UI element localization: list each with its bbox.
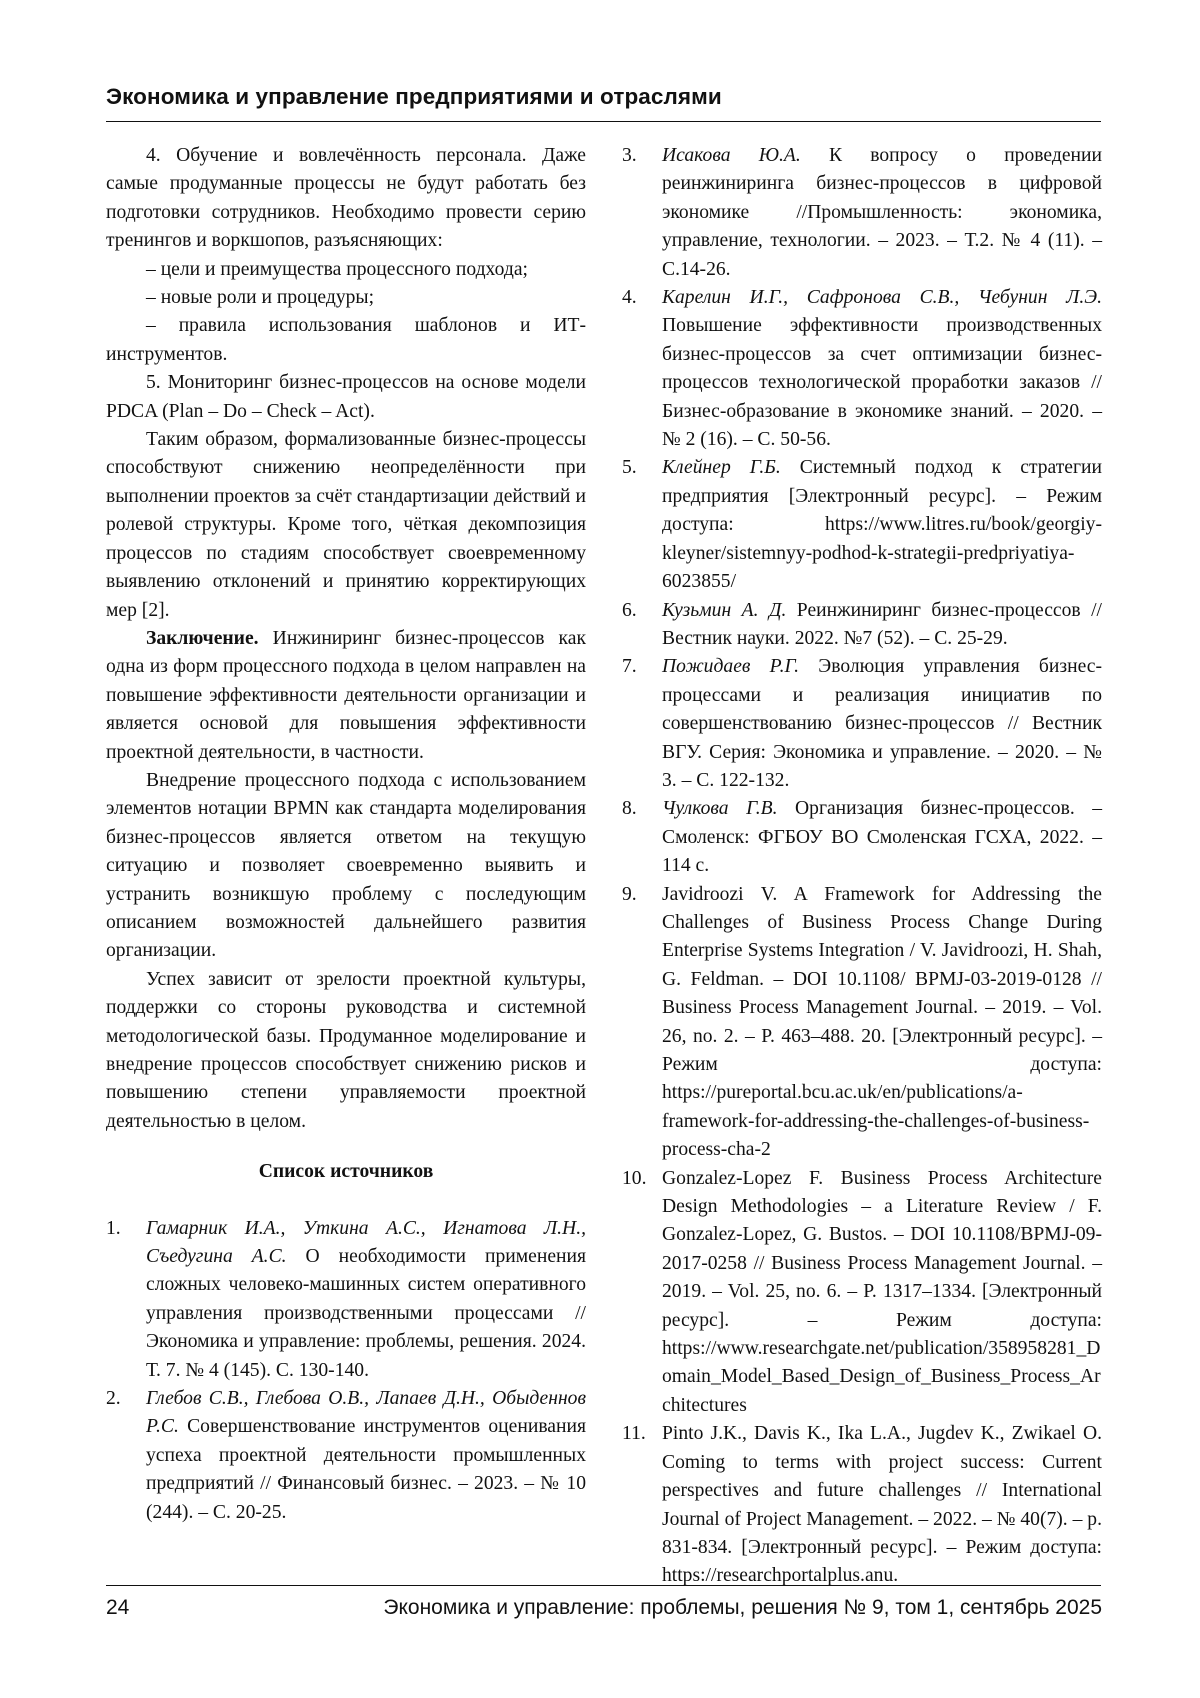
reference-authors: Исакова Ю.А.	[662, 145, 801, 166]
reference-number: 8.	[622, 798, 637, 820]
reference-authors: Кузьмин А. Д.	[662, 599, 787, 621]
reference-number: 9.	[622, 883, 637, 905]
running-header-title: Экономика и управление предприятиями и отраслями	[106, 84, 722, 109]
dash-item: – правила использования шаблонов и ИТ-инструментов.	[106, 315, 586, 365]
reference-authors: Глебов С.В., Глебова О.В., Лапаев Д.Н., Обыденнов Р.С.	[146, 1388, 586, 1438]
reference-item	[622, 881, 1102, 1165]
reference-number: 1.	[106, 1217, 121, 1239]
reference-item	[106, 1385, 586, 1527]
reference-item	[622, 1165, 1102, 1421]
reference-authors: Гамарник И.А., Уткина А.С., Игнатова Л.Н., Съедугина А.С.	[146, 1217, 586, 1268]
reference-number: 11.	[622, 1423, 646, 1445]
reference-item	[622, 653, 1102, 795]
reference-text	[662, 454, 1102, 596]
reference-body: Реинжиниринг бизнес-процессов // Вестник науки. 2022. №7 (52). – С. 25-29.	[662, 599, 1102, 649]
reference-authors: Чулкова Г.В.	[662, 798, 778, 820]
paragraph-monitoring: 5. Мониторинг бизнес-процессов на основе модели PDCA (Plan – Do – Check – Act).	[106, 372, 586, 422]
reference-text	[662, 142, 1102, 284]
reference-text	[146, 1215, 586, 1385]
reference-number: 7.	[622, 656, 637, 678]
reference-body: Эволюция управления бизнес-процессами и реализация инициатив по совершенствованию бизнес-процессов // Вестник ВГУ. Серия: Экономика и управление. – 2020. – № 3. – С. 122-132.	[662, 656, 1102, 791]
reference-number: 6.	[622, 599, 637, 621]
left-column	[106, 142, 586, 1527]
reference-number: 4.	[622, 287, 637, 309]
paragraph-training: 4. Обучение и вовлечённость персонала. Даже самые продуманные процессы не будут работать без подготовки сотрудников. Необходимо провести серию тренингов и воркшопов, разъясняющих:	[106, 145, 586, 252]
reference-number: 10.	[622, 1167, 647, 1189]
reference-item	[622, 454, 1102, 596]
reference-body: Gonzalez-Lopez F. Business Process Architecture Design Methodologies – a Literature Review / F. Gonzalez-Lopez, G. Bustos. – DOI 10.1108/BPMJ-09-2017-0258 // Business Process Management Journal. – 2019. – Vol. 25, no. 6. – P. 1317–1334. [Электронный ресурс]. – Режим доступа: https://www.researchgate.net/publication/358958281_Domain_Model_Based_Design_of_Business_Process_Architectures	[662, 1167, 1102, 1416]
reference-body: Повышение эффективности производственных бизнес-процессов за счет оптимизации бизнес-процессов технологической проработки заказов // Бизнес-образование в экономике знаний. – 2020. – № 2 (16). – С. 50-56.	[662, 315, 1102, 451]
paragraph-bpmn: Внедрение процессного подхода с использованием элементов нотации BPMN как стандарта моделирования бизнес-процессов является ответом на текущую ситуацию и позволяет своевременно выявить и устранить возникшую проблему с последующим описанием возможностей дальнейшего развития организации.	[106, 769, 586, 962]
reference-text	[662, 653, 1102, 795]
dash-item: – цели и преимущества процессного подхода;	[146, 258, 528, 280]
reference-authors: Клейнер Г.Б.	[662, 457, 781, 479]
paragraph-conclusion	[106, 625, 586, 767]
reference-body: К вопросу о проведении реинжиниринга бизнес-процессов в цифровой экономике //Промышленность: экономика, управление, технологии. – 2023. – Т.2. № 4 (11). – С.14-26.	[662, 145, 1102, 280]
page-number: 24	[106, 1596, 130, 1619]
reference-item	[622, 142, 1102, 284]
reference-body: Pinto J.K., Davis K., Ika L.A., Jugdev K., Zwikael O. Coming to terms with project success: Current perspectives and future challenges // International Journal of Project Management. – 2022. – № 40(7). – p. 831-834. [Электронный ресурс]. – Режим доступа: https://researchportalplus.anu.	[662, 1423, 1102, 1587]
reference-item	[622, 1420, 1102, 1590]
reference-body: О необходимости применения сложных человеко-машинных систем оперативного управления производственными процессами //Экономика и управление: проблемы, решения. 2024. Т. 7. № 4 (145). С. 130-140.	[146, 1246, 586, 1381]
reference-body: Организация бизнес-процессов. – Смоленск: ФГБОУ ВО Смоленская ГСХА, 2022. – 114 с.	[662, 798, 1102, 877]
paragraph-success: Успех зависит от зрелости проектной культуры, поддержки со стороны руководства и системной методологической базы. Продуманное моделирование и внедрение процессов способствует снижению рисков и повышению степени управляемости проектной деятельностью в целом.	[106, 968, 586, 1132]
dash-item: – новые роли и процедуры;	[146, 287, 375, 309]
conclusion-text: Инжиниринг бизнес-процессов как одна из форм процессного подхода в целом направлен на повышение эффективности деятельности организации и является основой для повышения эффективности проектной деятельности, в частности.	[106, 627, 586, 763]
reference-text	[146, 1385, 586, 1527]
reference-text	[662, 1165, 1102, 1421]
reference-item	[622, 795, 1102, 880]
reference-item	[622, 597, 1102, 654]
reference-body: Системный подход к стратегии предприятия [Электронный ресурс]. – Режим доступа: https://www.litres.ru/book/georgiy-kleyner/sistemnyy-podhod-k-strategii-predpriyatiya-6023855/	[662, 457, 1102, 593]
paragraph-summary: Таким образом, формализованные бизнес-процессы способствуют снижению неопределённости при выполнении проектов за счёт стандартизации действий и ролевой структуры. Кроме того, чёткая декомпозиция процессов по стадиям способствует своевременному выявлению отклонений и принятию корректирующих мер [2].	[106, 429, 586, 621]
reference-number: 2.	[106, 1388, 121, 1410]
reference-body: Совершенствование инструментов оценивания успеха проектной деятельности промышленных предприятий // Финансовый бизнес. – 2023. – № 10 (244). – С. 20-25.	[146, 1416, 586, 1523]
reference-text	[662, 795, 1102, 880]
reference-text	[662, 1420, 1102, 1590]
sources-heading: Список источников	[258, 1161, 434, 1183]
reference-authors: Пожидаев Р.Г.	[662, 656, 800, 678]
reference-number: 3.	[622, 145, 637, 166]
header-rule	[106, 121, 1101, 122]
reference-authors: Карелин И.Г., Сафронова С.В., Чебунин Л.Э.	[662, 287, 1102, 309]
reference-item	[106, 1215, 586, 1385]
right-column	[622, 142, 1102, 1591]
reference-body: Javidroozi V. A Framework for Addressing the Challenges of Business Process Change During Enterprise Systems Integration / V. Javidroozi, H. Shah, G. Feldman. – DOI 10.1108/ BPMJ-03-2019-0128 // Business Process Management Journal. – 2019. – Vol. 26, no. 2. – P. 463–488. 20. [Электронный ресурс]. – Режим доступа: https://pureportal.bcu.ac.uk/en/publications/a-framework-for-addressing-the-challenges-of-business-process-cha-2	[662, 883, 1102, 1161]
reference-text	[662, 597, 1102, 654]
reference-item	[622, 284, 1102, 454]
footer-rule	[106, 1585, 1101, 1586]
journal-footer: Экономика и управление: проблемы, решения № 9, том 1, сентябрь 2025	[383, 1596, 1102, 1619]
conclusion-label: Заключение.	[146, 627, 259, 649]
reference-text	[662, 284, 1102, 454]
reference-text	[662, 881, 1102, 1165]
reference-number: 5.	[622, 457, 637, 479]
